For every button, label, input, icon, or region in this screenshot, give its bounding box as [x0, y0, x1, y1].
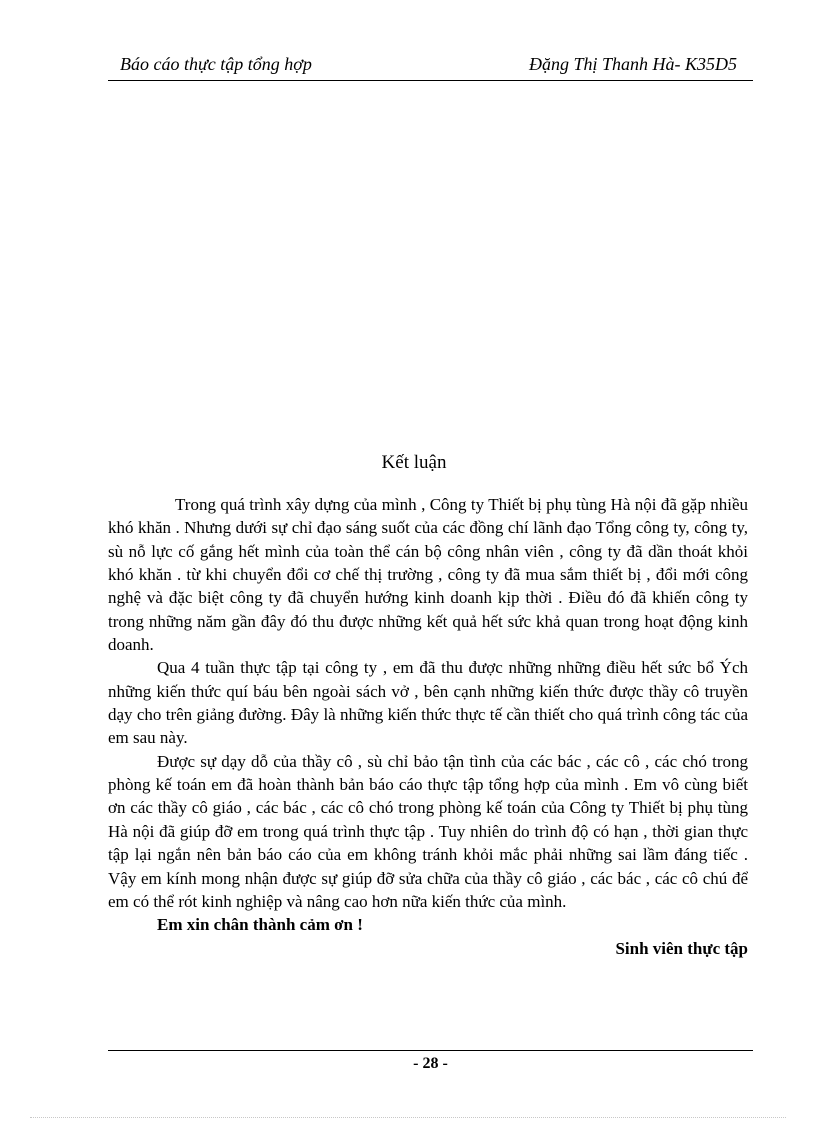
page-number: - 28 - — [413, 1055, 448, 1072]
page-footer — [108, 1050, 753, 1073]
page-bottom-divider — [30, 1117, 786, 1118]
thanks-line: Em xin chân thành cảm ơn ! — [157, 915, 363, 935]
section-title: Kết luận — [381, 452, 447, 473]
page-header — [108, 50, 753, 81]
paragraph-3: Được sự dạy dỗ của thầy cô , sù chỉ bảo tận tình của các bác , các cô , các chó trong phòng kế toán em đã hoàn thành bản báo cáo thực tập tổng hợp của mình . Em vô cùng biết ơn các thầy cô giáo , các bác , các cô chó trong phòng kế toán của Công ty Thiết bị phụ tùng Hà nội đã giúp đỡ em trong quá trình thực tập . Tuy nhiên do trình độ có hạn , thời gian thực tập lại ngắn nên bản báo cáo của em không tránh khỏi mắc phải những sai lầm đáng tiếc . Vậy em kính mong nhận được sự giúp đỡ sửa chữa của thầy cô giáo , các bác , các cô chú để em có thể rót kinh nghiệp và nâng cao hơn nữa kiến thức của mình. — [108, 751, 748, 911]
paragraph-2: Qua 4 tuần thực tập tại công ty , em đã thu được những những điều hết sức bổ Ých những kiến thức quí báu bên ngoài sách vở , bên cạnh những kiến thức được thầy cô truyền dạy cho trên giảng đường. Đây là những kiến thức thực tế cần thiết cho quá trình công tác của em sau này. — [108, 658, 748, 748]
paragraph-1: Trong quá trình xây dựng của mình , Công ty Thiết bị phụ tùng Hà nội đã gặp nhiều khó khăn . Nhưng dưới sự chỉ đạo sáng suốt của các đồng chí lãnh đạo Tổng công ty, công ty, sù nỗ lực cố gắng hết mình của toàn thể cán bộ công nhân viên , công ty đã dần thoát khỏi khó khăn . từ khi chuyển đổi cơ chế thị trường , công ty đã mua sắm thiết bị , đổi mới công nghệ và đặc biệt công ty đã chuyển hướng kinh doanh kịp thời . Điều đó đã khiến công ty trong những năm gần đây đó thu được những kết quả hết sức khả quan trong hoạt động kinh doanh. — [108, 495, 748, 655]
signature-line: Sinh viên thực tập — [615, 938, 748, 958]
header-author: Đặng Thị Thanh Hà- K35D5 — [528, 54, 737, 74]
header-report-title: Báo cáo thực tập tổng hợp — [120, 54, 312, 74]
conclusion-body — [108, 493, 748, 960]
